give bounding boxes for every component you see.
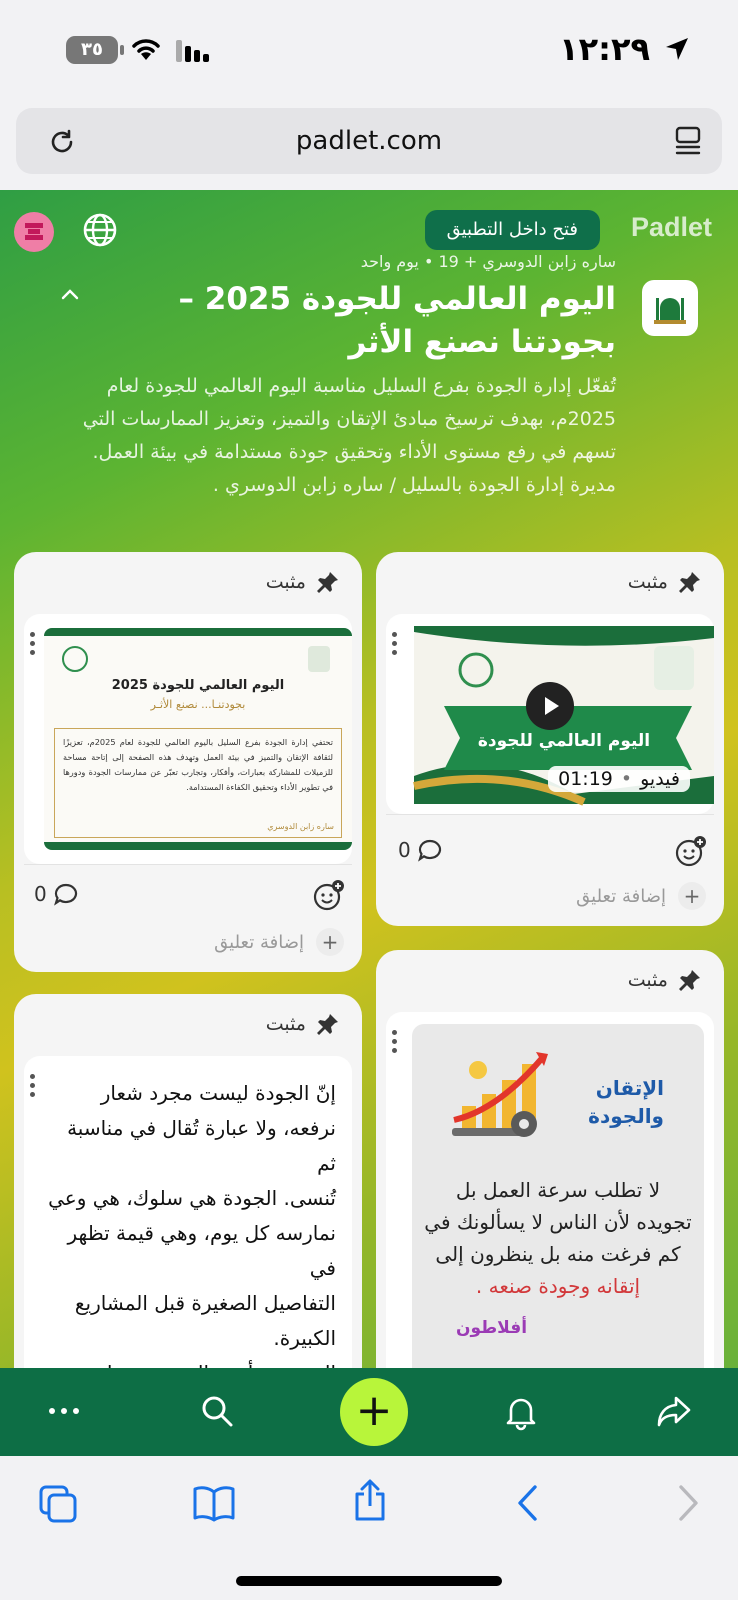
pinned-label: مثبت [628, 968, 702, 992]
document-signature: ساره زابن الدوسري [263, 822, 338, 831]
add-reaction-icon[interactable] [674, 836, 706, 868]
pinned-label [628, 570, 702, 594]
pinned-label: مثبت [266, 570, 340, 594]
quote-image [412, 1024, 704, 1384]
pinned-text: مثبت [627, 571, 668, 593]
padlet-toolbar [0, 1368, 738, 1456]
plus-icon: + [316, 928, 344, 956]
tabs-icon[interactable] [38, 1484, 78, 1524]
avatar-glyph-icon [14, 212, 54, 252]
text-content[interactable] [24, 1056, 352, 1396]
board-title: اليوم العالمي للجودة 2025 – بجودتنا نصنع الأثر [178, 281, 616, 360]
comment-icon [417, 838, 443, 862]
quality-check-icon [62, 646, 88, 672]
video-attachment[interactable] [386, 614, 714, 814]
clock: ١٢:٢٩ [559, 30, 650, 68]
plus-icon: + [355, 1385, 393, 1436]
reader-mode-icon[interactable] [674, 126, 702, 156]
notifications-bell-icon[interactable] [504, 1394, 538, 1430]
add-comment-button[interactable]: + إضافة تعليق [214, 928, 344, 956]
forward-chevron-icon[interactable] [676, 1484, 700, 1522]
padlet-logo[interactable]: Padlet [630, 212, 712, 242]
url-text[interactable]: padlet.com [295, 126, 443, 156]
pin-icon [678, 968, 702, 992]
document-subtitle: بجودتنـا... نصنع الأثـر [150, 698, 246, 711]
add-reaction-icon[interactable] [312, 880, 344, 912]
battery-indicator: ٣٥ [66, 36, 118, 64]
comment-count[interactable]: 0 [34, 882, 79, 906]
comment-count[interactable]: 0 [398, 838, 443, 862]
pin-icon [678, 570, 702, 594]
pin-icon [316, 1012, 340, 1036]
open-in-app-button[interactable]: فتح داخل التطبيق [425, 210, 600, 250]
board-icon [642, 280, 698, 336]
document-preview [44, 628, 352, 850]
location-arrow-icon [664, 36, 690, 62]
back-chevron-icon[interactable] [516, 1484, 540, 1522]
post-menu-icon[interactable] [392, 632, 398, 659]
mosque-emblem-icon [642, 280, 698, 336]
wifi-icon [130, 36, 162, 62]
document-attachment[interactable] [24, 614, 352, 864]
comment-icon [53, 882, 79, 906]
plus-icon: + [678, 882, 706, 910]
quote-author: أفلاطون [456, 1318, 528, 1338]
post-menu-icon[interactable] [30, 632, 36, 659]
post-menu-icon[interactable] [30, 1074, 36, 1101]
play-icon [526, 682, 574, 730]
pinned-label: مثبت [266, 1012, 340, 1036]
video-label: فيديو [640, 768, 680, 790]
banner-text: اليوم العالمي للجودة [477, 731, 651, 751]
board-meta: ساره زابن الدوسري + 19 • يوم واحد [360, 252, 616, 271]
home-indicator [236, 1576, 502, 1586]
globe-icon[interactable] [82, 212, 118, 248]
document-body: تحتفي إدارة الجودة بفرع السليل باليوم العالمي للجودة لعام 2025م، تعزيزًا لثقافة الإتقان والتميز في بيئة العمل وتهدف هذه الصفحة إلى إتاحة مساحة للزميلات للمشاركة بعبارات، وأفكار، وتجارب تعبّر عن ممارسات الجودة ودورها في تطوير الأداء وتحقيق الكفاءة المستدامة. [54, 728, 342, 838]
browser-toolbar [0, 1456, 738, 1600]
video-duration-badge: فيديو • 01:19 [548, 766, 690, 792]
cellular-signal-icon [176, 38, 212, 62]
add-comment-button[interactable]: + إضافة تعليق [576, 882, 706, 910]
play-button[interactable] [526, 682, 574, 730]
more-options-icon[interactable] [48, 1406, 80, 1416]
emblem-icon [308, 646, 330, 672]
quote-heading: الإتقان والجودة [588, 1076, 664, 1128]
post-body: إنّ الجودة ليست مجرد شعار نرفعه، ولا عبارة تُقال في مناسبة ثم تُنسى. الجودة هي سلوك، هي وعي نمارسه كل يوم، وهي قيمة تظهر في التفاصيل الصغيرة قبل المشاريع الكبيرة. [48, 1081, 336, 1350]
document-title: اليوم العالمي للجودة 2025 [111, 678, 285, 693]
padlet-board [0, 190, 738, 1368]
chevron-up-icon[interactable] [60, 282, 80, 307]
post-text[interactable] [14, 994, 362, 1394]
video-duration: 01:19 [558, 768, 613, 790]
post-quote-image[interactable] [376, 950, 724, 1390]
user-avatar[interactable] [14, 212, 54, 252]
post-menu-icon[interactable] [392, 1030, 398, 1057]
status-bar [0, 0, 738, 100]
pin-icon [316, 570, 340, 594]
share-icon[interactable] [352, 1478, 388, 1522]
share-arrow-icon[interactable] [656, 1394, 692, 1428]
quote-text: لا تطلب سرعة العمل بل تجويده لأن الناس لا يسألونك في كم فرغت منه بل ينظرون إلى إتقانه وجودة صنعه . [424, 1178, 692, 1298]
quote-attachment[interactable] [386, 1012, 714, 1392]
board-description: تُفعّل إدارة الجودة بفرع السليل مناسبة اليوم العالمي للجودة لعام 2025م، بهدف ترسيخ مبادئ الإتقان والتميز، وتعزيز الممارسات التي تسهم في رفع مستوى الأداء وتحقيق جودة مستدامة في بيئة العمل. مديرة إدارة الجودة بالسليل / ساره زابن الدوسري . [82, 375, 616, 496]
search-icon[interactable] [200, 1394, 234, 1428]
growth-chart-icon [448, 1050, 552, 1142]
bookmarks-icon[interactable] [192, 1484, 236, 1522]
post-video[interactable] [376, 552, 724, 926]
post-document[interactable] [14, 552, 362, 972]
address-bar[interactable] [16, 108, 722, 174]
add-post-button[interactable] [340, 1378, 408, 1446]
